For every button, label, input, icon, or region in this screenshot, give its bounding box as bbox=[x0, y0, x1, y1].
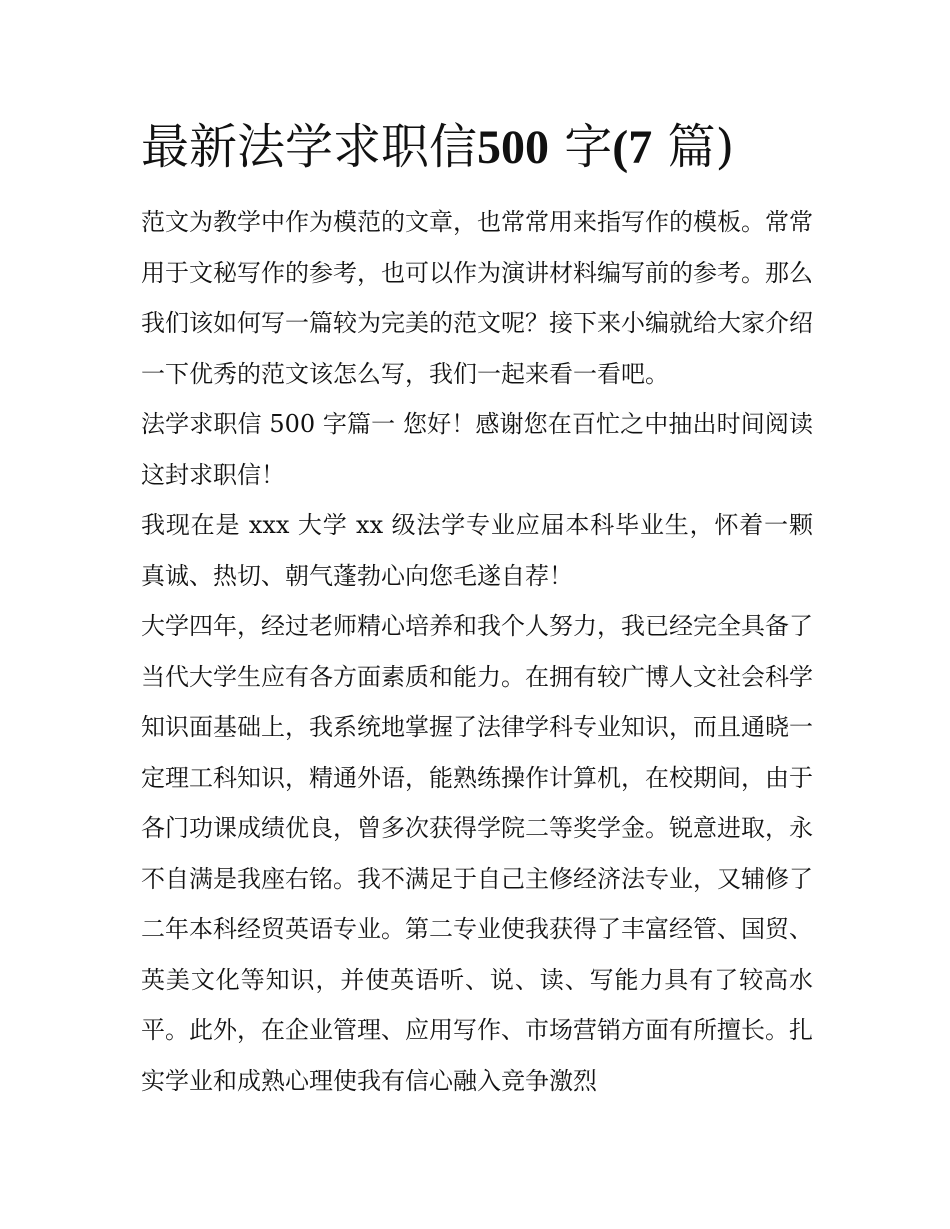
university-experience-paragraph: 大学四年，经过老师精心培养和我个人努力，我已经完全具备了当代大学生应有各方面素质和能力。在拥有较广博人文社会科学知识面基础上，我系统地掌握了法律学科专业知识，而且通晓一定理工科知识，精通外语，能熟练操作计算机，在校期间，由于各门功课成绩优良，曾多次获得学院二等奖学金。锐意进取，永不自满是我座右铭。我不满足于自己主修经济法专业，又辅修了二年本科经贸英语专业。第二专业使我获得了丰富经管、国贸、英美文化等知识，并使英语听、说、读、写能力具有了较高水平。此外，在企业管理、应用写作、市场营销方面有所擅长。扎实学业和成熟心理使我有信心融入竞争激烈 bbox=[141, 612, 813, 1095]
document-title bbox=[141, 112, 813, 183]
title-part: (7 bbox=[612, 121, 653, 174]
letter-greeting-paragraph: 法学求职信 500 字篇一 您好！感谢您在百忙之中抽出时间阅读这封求职信！ bbox=[141, 410, 813, 489]
title-part: 字 bbox=[564, 119, 613, 175]
intro-paragraph: 范文为教学中作为模范的文章，也常常用来指写作的模板。常常用于文秘写作的参考，也可以作为演讲材料编写前的参考。那么我们该如何写一篇较为完美的范文呢？接下来小编就给大家介绍一下优秀的范文该怎么写，我们一起来看一看吧。 bbox=[141, 208, 813, 388]
title-part: 最新法学求职信 bbox=[141, 119, 478, 175]
title-part: 500 bbox=[477, 121, 550, 174]
document-body bbox=[141, 112, 813, 1106]
self-introduction-paragraph: 我现在是 xxx 大学 xx 级法学专业应届本科毕业生，怀着一颗真诚、热切、朝气蓬勃心向您毛遂自荐！ bbox=[141, 511, 813, 590]
title-part: 篇) bbox=[667, 119, 735, 175]
